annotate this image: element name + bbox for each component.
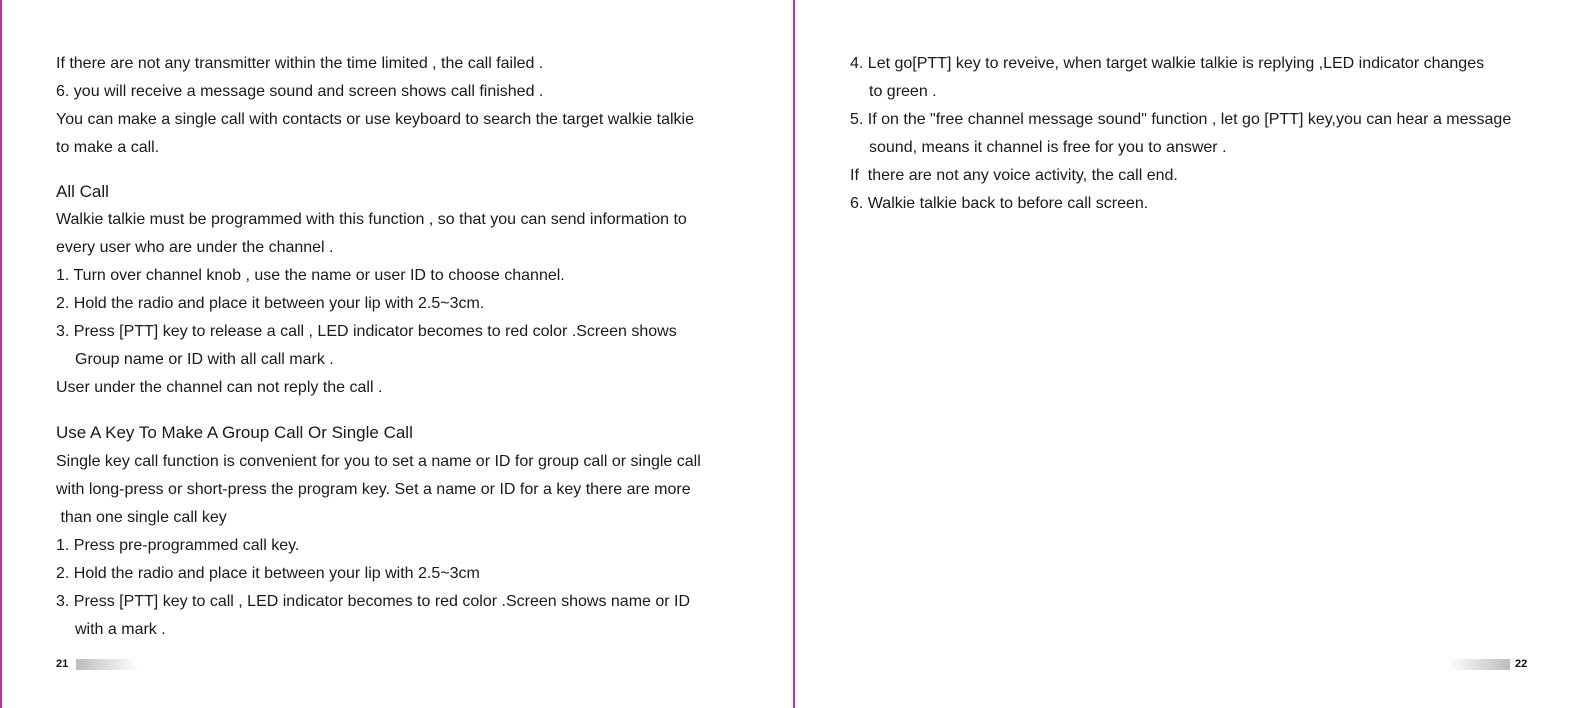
list-item-continuation: Group name or ID with all call mark . bbox=[75, 351, 334, 368]
list-item: 1. Press pre-programmed call key. bbox=[56, 537, 300, 554]
body-line: every user who are under the channel . bbox=[56, 239, 334, 256]
body-line: You can make a single call with contacts or use keyboard to search the target walkie talkie bbox=[56, 111, 694, 128]
list-item: 3. Press [PTT] key to call , LED indicator becomes to red color .Screen shows name or ID bbox=[56, 593, 691, 610]
list-item-continuation: to green . bbox=[869, 83, 937, 100]
list-item: 3. Press [PTT] key to release a call , LED indicator becomes to red color .Screen shows bbox=[56, 323, 677, 340]
body-line: If there are not any transmitter within the time limited , the call failed . bbox=[56, 55, 544, 72]
section-heading-key-call: Use A Key To Make A Group Call Or Single Call bbox=[56, 423, 413, 442]
body-line: If there are not any voice activity, the call end. bbox=[850, 167, 1178, 184]
body-line: than one single call key bbox=[56, 509, 227, 526]
section-heading-all-call: All Call bbox=[56, 182, 109, 201]
body-line: with long-press or short-press the program key. Set a name or ID for a key there are more bbox=[56, 481, 691, 498]
folio-gradient-bar bbox=[1448, 659, 1510, 670]
list-item: 6. Walkie talkie back to before call screen. bbox=[850, 195, 1149, 212]
list-item: 5. If on the "free channel message sound" function , let go [PTT] key,you can hear a message bbox=[850, 111, 1512, 128]
body-line: User under the channel can not reply the call . bbox=[56, 379, 383, 396]
right-page bbox=[795, 0, 1586, 708]
list-item: 1. Turn over channel knob , use the name or user ID to choose channel. bbox=[56, 267, 565, 284]
list-item-continuation: with a mark . bbox=[75, 621, 166, 638]
body-line: Walkie talkie must be programmed with this function , so that you can send information to bbox=[56, 211, 687, 228]
page-number: 21 bbox=[56, 658, 69, 670]
list-item: 4. Let go[PTT] key to reveive, when target walkie talkie is replying ,LED indicator changes bbox=[850, 55, 1485, 72]
list-item: 2. Hold the radio and place it between your lip with 2.5~3cm. bbox=[56, 295, 485, 312]
body-line: Single key call function is convenient for you to set a name or ID for group call or single call bbox=[56, 453, 701, 470]
list-item-continuation: sound, means it channel is free for you to answer . bbox=[869, 139, 1227, 156]
page-number: 22 bbox=[1515, 658, 1528, 670]
folio-gradient-bar bbox=[76, 659, 138, 670]
body-line: to make a call. bbox=[56, 139, 160, 156]
body-line: 6. you will receive a message sound and screen shows call finished . bbox=[56, 83, 544, 100]
list-item: 2. Hold the radio and place it between your lip with 2.5~3cm bbox=[56, 565, 480, 582]
